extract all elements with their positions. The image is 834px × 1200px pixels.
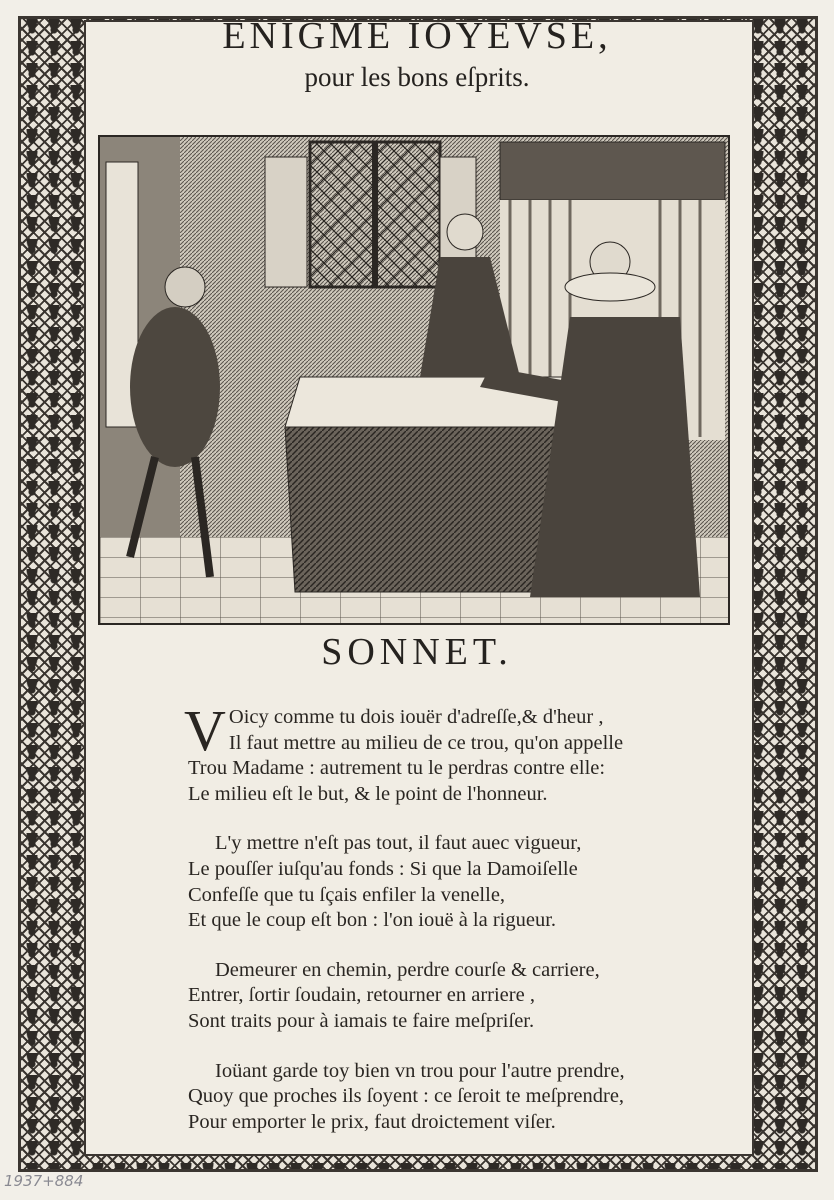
- poem-line: Pour emporter le prix, faut droictement viſer.: [188, 1110, 556, 1133]
- poem-line: Il faut mettre au milieu de ce trou, qu'on appelle: [228, 731, 624, 754]
- poem-line: L'y mettre n'eſt pas tout, il faut auec vigueur,: [215, 832, 582, 855]
- poem-line: Trou Madame : autrement tu le perdras contre elle:: [188, 757, 606, 780]
- poem-line: Demeurer en chemin, perdre courſe & carriere,: [215, 958, 600, 981]
- sonnet-heading: SONNET.: [321, 631, 513, 673]
- engraving-illustration: [98, 135, 730, 625]
- drop-cap: V: [184, 698, 226, 763]
- poem-line: Et que le coup eſt bon : l'on iouë à la rigueur.: [188, 909, 557, 932]
- stanza-3: [188, 958, 625, 1035]
- print-title: ENIGME IOYEVSE,: [222, 15, 612, 57]
- stanza-4: [188, 1059, 625, 1136]
- poem-line: Oicy comme tu dois iouër d'adreſſe,& d'heur ,: [228, 706, 604, 728]
- handwritten-inventory-number: 1937+884: [4, 1172, 84, 1190]
- poem-line: Le pouſſer iuſqu'au fonds : Si que la Damoiſelle: [188, 857, 578, 880]
- poem-line: Le milieu eſt le but, & le point de l'honneur.: [188, 782, 548, 805]
- stanza-2: [188, 831, 625, 933]
- sonnet-poem: [184, 698, 625, 1159]
- poem-line: Quoy que proches ils ſoyent : ce ſeroit te meſprendre,: [188, 1085, 625, 1108]
- print-subtitle: pour les bons eſprits.: [304, 62, 530, 92]
- stanza-1: [184, 698, 625, 807]
- poem-line: Sont traits pour à iamais te faire meſpriſer.: [188, 1009, 535, 1032]
- poem-line: Entrer, ſortir ſoudain, retourner en arriere ,: [188, 984, 535, 1007]
- poem-line: Confeſſe que tu ſçais enfiler la venelle,: [188, 883, 506, 906]
- poem-line: Ioüant garde toy bien vn trou pour l'autre prendre,: [215, 1059, 625, 1082]
